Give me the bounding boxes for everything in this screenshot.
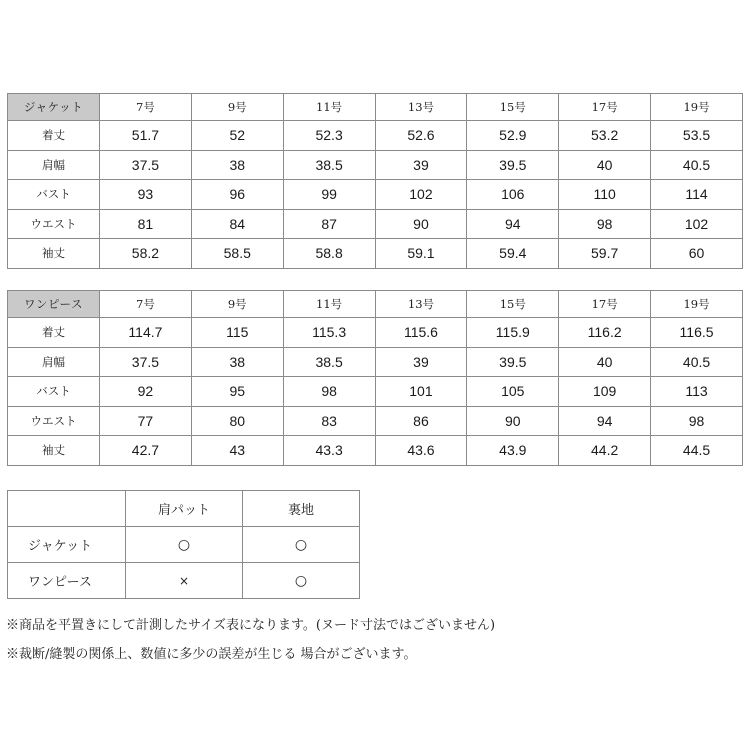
- measurement-label: バスト: [8, 377, 100, 407]
- measurement-row: [8, 406, 743, 436]
- measurement-label: 袖丈: [8, 436, 100, 466]
- measurement-row: [8, 377, 743, 407]
- measurement-row: [8, 121, 743, 151]
- measurement-label: 肩幅: [8, 150, 100, 180]
- measurement-value: 105: [467, 377, 559, 407]
- size-header: 7号: [100, 94, 192, 121]
- measurement-value: 37.5: [100, 150, 192, 180]
- measurement-value: 116.2: [559, 318, 651, 348]
- measurement-value: 43.6: [375, 436, 467, 466]
- measurement-value: 52.3: [283, 121, 375, 151]
- features-table: [7, 490, 360, 599]
- measurement-value: 110: [559, 180, 651, 210]
- measurement-value: 39.5: [467, 150, 559, 180]
- measurement-label: ウエスト: [8, 209, 100, 239]
- measurement-value: 44.2: [559, 436, 651, 466]
- measurement-value: 98: [559, 209, 651, 239]
- measurement-value: 93: [100, 180, 192, 210]
- size-header: 11号: [283, 94, 375, 121]
- measurement-value: 58.5: [191, 239, 283, 269]
- measurement-value: 106: [467, 180, 559, 210]
- measurement-value: 98: [283, 377, 375, 407]
- measurement-value: 40.5: [651, 347, 743, 377]
- table-title: ジャケット: [8, 94, 100, 121]
- availability-mark: ○: [126, 527, 243, 563]
- measurement-label: 着丈: [8, 318, 100, 348]
- measurement-value: 84: [191, 209, 283, 239]
- measurement-value: 95: [191, 377, 283, 407]
- measurement-value: 38: [191, 150, 283, 180]
- measurement-value: 38.5: [283, 150, 375, 180]
- measurement-value: 53.5: [651, 121, 743, 151]
- measurement-value: 60: [651, 239, 743, 269]
- size-header-row: [8, 94, 743, 121]
- measurement-value: 58.8: [283, 239, 375, 269]
- measurement-value: 40: [559, 347, 651, 377]
- measurement-label: バスト: [8, 180, 100, 210]
- size-header: 9号: [191, 94, 283, 121]
- measurement-value: 116.5: [651, 318, 743, 348]
- measurement-value: 52.9: [467, 121, 559, 151]
- measurement-value: 43.9: [467, 436, 559, 466]
- measurement-row: [8, 209, 743, 239]
- measurement-value: 115.3: [283, 318, 375, 348]
- measurement-row: [8, 347, 743, 377]
- measurement-value: 115: [191, 318, 283, 348]
- availability-mark: ×: [126, 563, 243, 599]
- measurement-row: [8, 436, 743, 466]
- measurement-value: 58.2: [100, 239, 192, 269]
- measurement-value: 99: [283, 180, 375, 210]
- measurement-value: 90: [375, 209, 467, 239]
- measurement-value: 90: [467, 406, 559, 436]
- table-title: ワンピース: [8, 291, 100, 318]
- measurement-value: 115.6: [375, 318, 467, 348]
- measurement-value: 44.5: [651, 436, 743, 466]
- measurement-value: 39.5: [467, 347, 559, 377]
- measurement-value: 86: [375, 406, 467, 436]
- features-header-row: [8, 491, 360, 527]
- measurement-value: 94: [467, 209, 559, 239]
- measurement-value: 39: [375, 150, 467, 180]
- measurement-value: 52: [191, 121, 283, 151]
- size-header: 17号: [559, 291, 651, 318]
- size-header: 15号: [467, 94, 559, 121]
- measurement-value: 43.3: [283, 436, 375, 466]
- tolerance-note: ※裁断/縫製の関係上、数値に多少の誤差が生じる 場合がございます。: [6, 647, 417, 662]
- measurement-value: 98: [651, 406, 743, 436]
- measurement-value: 96: [191, 180, 283, 210]
- measurement-value: 59.1: [375, 239, 467, 269]
- measurement-value: 114: [651, 180, 743, 210]
- measurement-value: 43: [191, 436, 283, 466]
- size-header: 17号: [559, 94, 651, 121]
- measurement-value: 80: [191, 406, 283, 436]
- measurement-value: 114.7: [100, 318, 192, 348]
- measurement-value: 40: [559, 150, 651, 180]
- size-header: 9号: [191, 291, 283, 318]
- features-header: [8, 491, 126, 527]
- availability-mark: ○: [243, 563, 360, 599]
- measurement-value: 42.7: [100, 436, 192, 466]
- measurement-value: 59.4: [467, 239, 559, 269]
- measurement-value: 92: [100, 377, 192, 407]
- measurement-value: 94: [559, 406, 651, 436]
- measurement-value: 81: [100, 209, 192, 239]
- features-row: [8, 563, 360, 599]
- measurement-row: [8, 318, 743, 348]
- measurement-row: [8, 239, 743, 269]
- size-header-row: [8, 291, 743, 318]
- measurement-value: 59.7: [559, 239, 651, 269]
- measurement-value: 38.5: [283, 347, 375, 377]
- measurement-value: 53.2: [559, 121, 651, 151]
- features-header: 裏地: [243, 491, 360, 527]
- size-header: 13号: [375, 94, 467, 121]
- measurement-value: 102: [651, 209, 743, 239]
- measurement-value: 39: [375, 347, 467, 377]
- features-header: 肩パット: [126, 491, 243, 527]
- product-label: ワンピース: [8, 563, 126, 599]
- measurement-note: ※商品を平置きにして計測したサイズ表になります。(ヌード寸法ではございません): [6, 618, 496, 633]
- measurement-value: 115.9: [467, 318, 559, 348]
- measurement-value: 38: [191, 347, 283, 377]
- measurement-value: 51.7: [100, 121, 192, 151]
- measurement-value: 109: [559, 377, 651, 407]
- features-row: [8, 527, 360, 563]
- measurement-value: 113: [651, 377, 743, 407]
- size-header: 15号: [467, 291, 559, 318]
- measurement-value: 87: [283, 209, 375, 239]
- measurement-value: 101: [375, 377, 467, 407]
- measurement-value: 37.5: [100, 347, 192, 377]
- measurement-row: [8, 150, 743, 180]
- measurement-label: 肩幅: [8, 347, 100, 377]
- size-header: 7号: [100, 291, 192, 318]
- jacket-size-table: [7, 93, 743, 269]
- measurement-value: 102: [375, 180, 467, 210]
- size-header: 13号: [375, 291, 467, 318]
- size-header: 11号: [283, 291, 375, 318]
- measurement-value: 52.6: [375, 121, 467, 151]
- measurement-label: ウエスト: [8, 406, 100, 436]
- measurement-label: 着丈: [8, 121, 100, 151]
- measurement-value: 77: [100, 406, 192, 436]
- dress-size-table: [7, 290, 743, 466]
- measurement-label: 袖丈: [8, 239, 100, 269]
- measurement-value: 83: [283, 406, 375, 436]
- size-header: 19号: [651, 94, 743, 121]
- measurement-value: 40.5: [651, 150, 743, 180]
- availability-mark: ○: [243, 527, 360, 563]
- measurement-row: [8, 180, 743, 210]
- size-header: 19号: [651, 291, 743, 318]
- product-label: ジャケット: [8, 527, 126, 563]
